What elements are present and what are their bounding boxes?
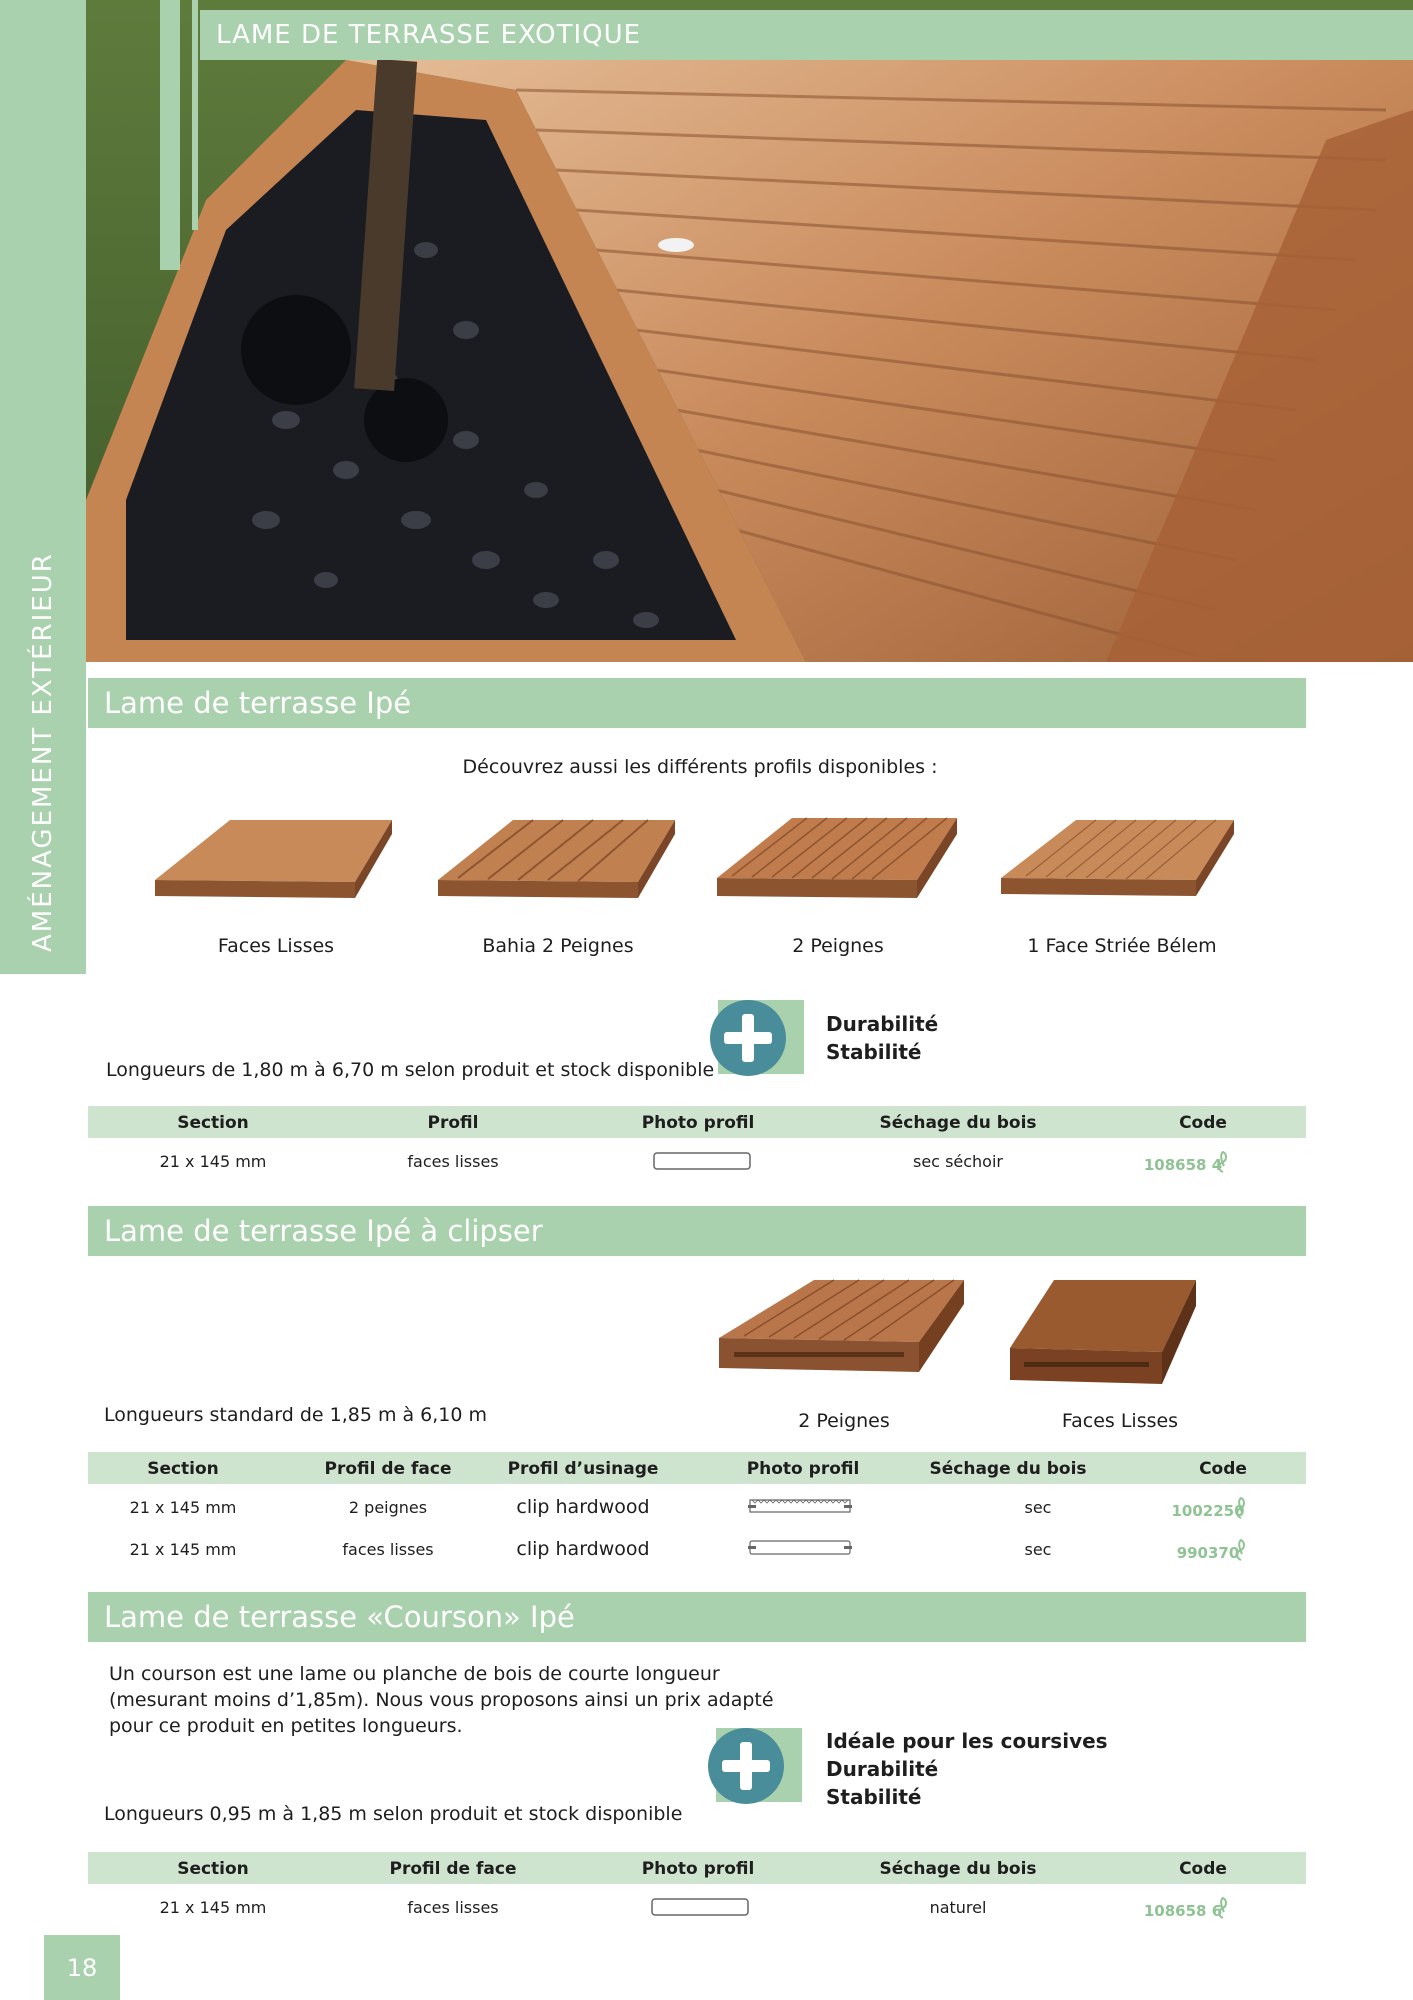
profile-label: Faces Lisses — [217, 935, 335, 957]
cell-section: 21 x 145 mm — [129, 1498, 237, 1517]
lengths-text: Longueurs standard de 1,85 m à 6,10 m — [104, 1404, 488, 1426]
board-1-face-striee-belem-image — [996, 812, 1246, 912]
profile-label: Faces Lisses — [1061, 1410, 1179, 1432]
column-header: Code — [1179, 1113, 1227, 1133]
board-faces-lisses-image — [150, 812, 400, 912]
section-title-ipe: Lame de terrasse Ipé — [88, 678, 1306, 728]
profile-section-thumbnail — [652, 1150, 752, 1172]
clef-icon — [1216, 1894, 1230, 1920]
lengths-text: Longueurs 0,95 m à 1,85 m selon produit et stock disponible — [104, 1803, 683, 1825]
decor-stripe — [192, 0, 198, 230]
description-line: (mesurant moins d’1,85m). Nous vous proposons ainsi un prix adapté — [109, 1689, 774, 1711]
decor-stripe — [160, 0, 180, 270]
cell-sechage: naturel — [929, 1898, 987, 1917]
profile-label: 2 Peignes — [792, 935, 884, 957]
benefit-item: Durabilité — [826, 1757, 939, 1781]
cell-sechage: sec — [1024, 1540, 1052, 1559]
column-header: Photo profil — [641, 1113, 755, 1133]
column-header: Profil de face — [389, 1859, 517, 1879]
cell-profil-usinage: clip hardwood — [516, 1538, 650, 1560]
cell-sechage: sec — [1024, 1498, 1052, 1517]
cell-profil-usinage: clip hardwood — [516, 1496, 650, 1518]
cell-code: 108658 6 — [1143, 1902, 1223, 1920]
hero-title: LAME DE TERRASSE EXOTIQUE — [200, 10, 1413, 60]
profile-label: 2 Peignes — [798, 1410, 890, 1432]
benefit-item: Durabilité — [826, 1012, 939, 1036]
benefit-item: Idéale pour les coursives — [826, 1729, 1108, 1753]
column-header: Séchage du bois — [929, 1459, 1087, 1479]
board-bahia-2-peignes-image — [433, 812, 683, 912]
cell-sechage: sec séchoir — [913, 1152, 1003, 1171]
table-row — [88, 1530, 1306, 1568]
cell-profil-face: faces lisses — [342, 1540, 434, 1559]
section-title-ipe-clipser: Lame de terrasse Ipé à clipser — [88, 1206, 1306, 1256]
cell-code: 1002250 — [1171, 1502, 1245, 1520]
cell-section: 21 x 145 mm — [129, 1540, 237, 1559]
cell-profil: faces lisses — [407, 1898, 499, 1917]
lengths-text: Longueurs de 1,80 m à 6,70 m selon produit et stock disponible — [106, 1059, 715, 1081]
cell-profil-face: 2 peignes — [348, 1498, 428, 1517]
section-title-courson: Lame de terrasse «Courson» Ipé — [88, 1592, 1306, 1642]
table-row — [88, 1142, 1306, 1180]
description-line: pour ce produit en petites longueurs. — [109, 1715, 463, 1737]
profiles-intro: Découvrez aussi les différents profils disponibles : — [462, 756, 938, 778]
cell-section: 21 x 145 mm — [159, 1898, 267, 1917]
column-header: Profil — [427, 1113, 479, 1133]
column-header: Section — [177, 1113, 249, 1133]
column-header: Section — [177, 1859, 249, 1879]
table-row — [88, 1488, 1306, 1526]
cell-code: 108658 4 — [1143, 1156, 1223, 1174]
cell-code: 990370 — [1176, 1544, 1240, 1562]
table-header — [88, 1452, 1306, 1484]
benefit-item: Stabilité — [826, 1040, 922, 1064]
description-line: Un courson est une lame ou planche de bois de courte longueur — [109, 1663, 720, 1685]
column-header: Code — [1199, 1459, 1247, 1479]
profile-section-thumbnail — [748, 1496, 852, 1516]
column-header: Profil d’usinage — [507, 1459, 659, 1479]
plus-icon — [706, 1728, 786, 1808]
plus-badge — [706, 1728, 802, 1804]
clef-icon — [1234, 1494, 1248, 1520]
cell-section: 21 x 145 mm — [159, 1152, 267, 1171]
benefit-item: Stabilité — [826, 1785, 922, 1809]
table-header — [88, 1106, 1306, 1138]
plus-badge — [708, 1000, 804, 1076]
column-header: Séchage du bois — [879, 1113, 1037, 1133]
cell-profil: faces lisses — [407, 1152, 499, 1171]
page-number: 18 — [44, 1935, 120, 2000]
board-clip-faces-lisses-image — [1004, 1276, 1204, 1392]
clef-icon — [1216, 1148, 1230, 1174]
column-header: Photo profil — [746, 1459, 860, 1479]
table-row — [88, 1888, 1306, 1926]
hero-photo — [86, 0, 1413, 662]
column-header: Code — [1179, 1859, 1227, 1879]
clef-icon — [1234, 1536, 1248, 1562]
column-header: Section — [147, 1459, 219, 1479]
table-header — [88, 1852, 1306, 1884]
column-header: Profil de face — [324, 1459, 452, 1479]
profile-section-thumbnail — [650, 1896, 750, 1918]
profile-label: Bahia 2 Peignes — [482, 935, 634, 957]
column-header: Photo profil — [641, 1859, 755, 1879]
profile-label: 1 Face Striée Bélem — [1027, 935, 1217, 957]
plus-icon — [708, 1000, 788, 1080]
board-2-peignes-image — [712, 810, 962, 914]
board-clip-2-peignes-image — [714, 1274, 974, 1390]
profile-section-thumbnail — [748, 1538, 852, 1558]
side-label: AMÉNAGEMENT EXTÉRIEUR — [28, 552, 58, 952]
column-header: Séchage du bois — [879, 1859, 1037, 1879]
